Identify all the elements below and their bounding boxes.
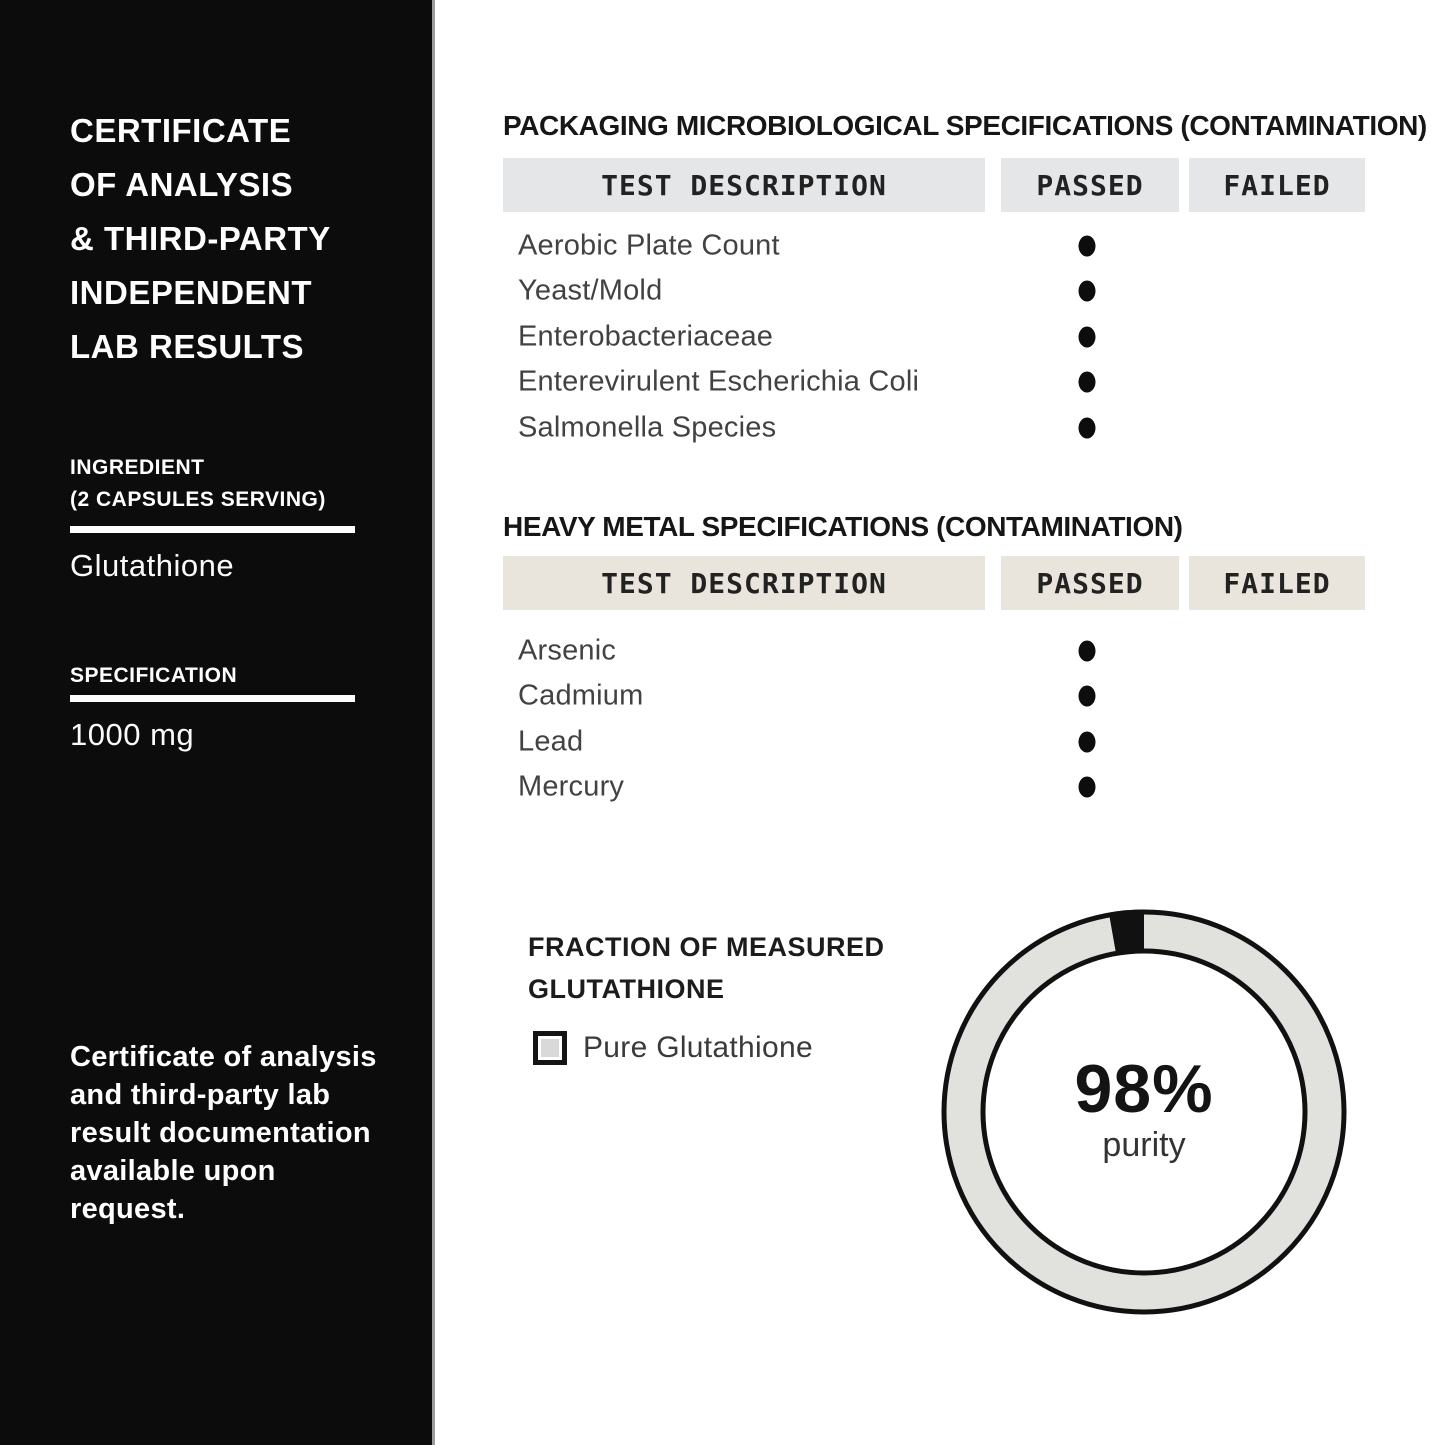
passed-dot [1079, 418, 1096, 439]
availability-note-line: and third-party lab [70, 1079, 331, 1111]
test-description: Yeast/Mold [518, 274, 663, 307]
passed-dot [1079, 327, 1096, 348]
test-description: Mercury [518, 770, 625, 803]
page-title [70, 104, 331, 374]
passed-dot [1079, 281, 1096, 302]
purity-percentage: 98% [1074, 1051, 1214, 1127]
chart-title [528, 926, 885, 1010]
specification-heading [70, 660, 237, 692]
divider-line [70, 695, 355, 702]
table-row [503, 628, 1365, 674]
purity-label: purity [1102, 1126, 1186, 1164]
column-header-failed: FAILED [1189, 556, 1365, 610]
column-header-test-description: TEST DESCRIPTION [503, 556, 985, 610]
table-row [503, 359, 1365, 405]
section-title-microbiological: PACKAGING MICROBIOLOGICAL SPECIFICATIONS (CONTAMINATION) [503, 110, 1427, 141]
page-title-line: CERTIFICATE [70, 112, 292, 149]
availability-note-line: Certificate of analysis [70, 1041, 377, 1073]
specification-value: 1000 mg [70, 717, 195, 752]
test-description: Cadmium [518, 679, 644, 712]
ingredient-heading [70, 452, 326, 516]
page-title-line: INDEPENDENT [70, 274, 313, 311]
test-description: Lead [518, 725, 584, 758]
ingredient-label: INGREDIENT [70, 456, 205, 479]
passed-dot [1079, 732, 1096, 753]
test-description: Salmonella Species [518, 411, 777, 444]
ingredient-value: Glutathione [70, 548, 235, 583]
page-title-line: OF ANALYSIS [70, 166, 294, 203]
test-description: Enterobacteriaceae [518, 320, 774, 353]
table-row [503, 764, 1365, 810]
specification-label: SPECIFICATION [70, 664, 238, 687]
page-title-line: & THIRD-PARTY [70, 220, 331, 257]
passed-dot [1079, 236, 1096, 257]
availability-note [70, 1038, 377, 1228]
section-title-heavy-metal: HEAVY METAL SPECIFICATIONS (CONTAMINATION) [503, 511, 1183, 542]
legend-swatch [533, 1031, 567, 1065]
table-header-heavy-metal [503, 556, 1365, 610]
sidebar [0, 0, 435, 1445]
availability-note-line: request. [70, 1193, 186, 1225]
test-description: Enterevirulent Escherichia Coli [518, 365, 920, 398]
table-row [503, 268, 1365, 314]
table-row [503, 223, 1365, 269]
ingredient-sublabel: (2 CAPSULES SERVING) [70, 488, 326, 511]
legend-label: Pure Glutathione [583, 1031, 813, 1064]
availability-note-line: available upon [70, 1155, 276, 1187]
page-title-line: LAB RESULTS [70, 328, 305, 365]
table-row [503, 405, 1365, 451]
divider-line [70, 526, 355, 533]
availability-note-line: result documentation [70, 1117, 371, 1149]
test-description: Arsenic [518, 634, 617, 667]
test-description: Aerobic Plate Count [518, 229, 780, 262]
column-header-passed: PASSED [1001, 158, 1179, 212]
table-header-microbiological [503, 158, 1365, 212]
table-row [503, 314, 1365, 360]
chart-title-line: FRACTION OF MEASURED [528, 932, 885, 962]
column-header-passed: PASSED [1001, 556, 1179, 610]
passed-dot [1079, 686, 1096, 707]
column-header-test-description: TEST DESCRIPTION [503, 158, 985, 212]
chart-title-line: GLUTATHIONE [528, 974, 725, 1004]
table-row [503, 719, 1365, 765]
passed-dot [1079, 372, 1096, 393]
column-header-failed: FAILED [1189, 158, 1365, 212]
table-row [503, 673, 1365, 719]
chart-legend [533, 1031, 813, 1065]
passed-dot [1079, 641, 1096, 662]
passed-dot [1079, 777, 1096, 798]
